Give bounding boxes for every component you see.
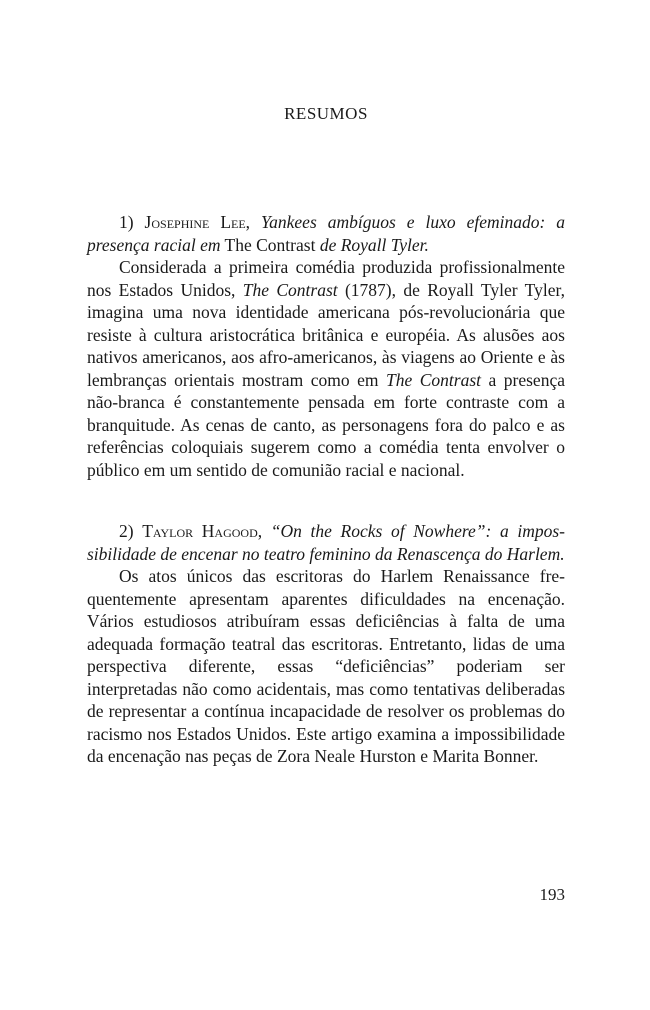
book-page: [87, 0, 565, 1010]
abstract-2-title-line: 2) Taylor Hagood, “On the Rocks of Nowhere”: a impossibilidade de encenar no teatro feminino da Renascença do Harlem.: [87, 521, 565, 564]
abstract-1-body-text-2: (1787), de Royall Tyler Tyler, imagina uma nova identidade americana pós-revolucionária que resiste à cultura aristocrática britânica e européia. As alusões aos nativos americanos, aos afro-americanos, às viagens ao Oriente e às lembranças orientais mostram como em: [87, 279, 565, 390]
abstract-2-body: Os atos únicos das escritoras do Harlem Renaissance frequentemente apresentam aparentes dificuldades na encenação. Vários estudiosos atribuíram essas deficiências à falta de uma adequada formação teatral das escritoras. Entretanto, lidas de uma perspectiva diferente, essas “deficiências” poderiam ser interpretadas não como acidentais, mas como tentativas deliberadas de representar a contínua incapacidade de resolver os problemas do racismo nos Estados Unidos. Este artigo examina a impossibilidade da encenação nas peças de Zora Neale Hurston e Marita Bonner.: [87, 566, 565, 766]
page-number: 193: [539, 885, 565, 904]
abstract-2: [87, 520, 565, 768]
abstract-1-body-text-1: Considerada a primeira comédia produzida profissionalmente nos Estados Unidos,: [87, 257, 565, 300]
abstract-2-title: “On the Rocks of Nowhere”: a impossibilidade de encenar no teatro feminino da Renascença do Harlem.: [87, 521, 565, 564]
page-heading: RESUMOS: [284, 104, 368, 123]
abstract-1-body-text-3: a presença não-branca é constantemente pensada em forte contraste com a branquitude. As cenas de canto, as personagens fora do palco e as referências coloquiais sugerem como a comédia tenta envolver o público em um sentido de comunião racial e nacional.: [87, 369, 565, 480]
abstract-1-body: [87, 256, 565, 481]
abstract-1-body-play-1: The Contrast: [242, 279, 338, 300]
abstract-1-body-play-2: The Contrast: [385, 369, 481, 390]
abstract-1: [87, 211, 565, 481]
abstract-2-number: 2): [119, 521, 143, 541]
abstract-1-title-part1: Yankees ambíguos e luxo efeminado: a presença racial em: [87, 212, 565, 255]
abstract-1-title-line: 1) Josephine Lee, Yankees ambíguos e luxo efeminado: a presença racial em The Contrast de Royall Tyler.: [87, 212, 565, 255]
abstract-1-number: 1): [119, 212, 145, 232]
abstract-2-author: Taylor Hagood: [142, 521, 258, 541]
abstract-1-author: Josephine Lee: [144, 212, 246, 232]
abstract-1-title-play: The Contrast: [224, 234, 316, 255]
abstract-1-title-part2: de Royall Tyler.: [319, 234, 429, 255]
